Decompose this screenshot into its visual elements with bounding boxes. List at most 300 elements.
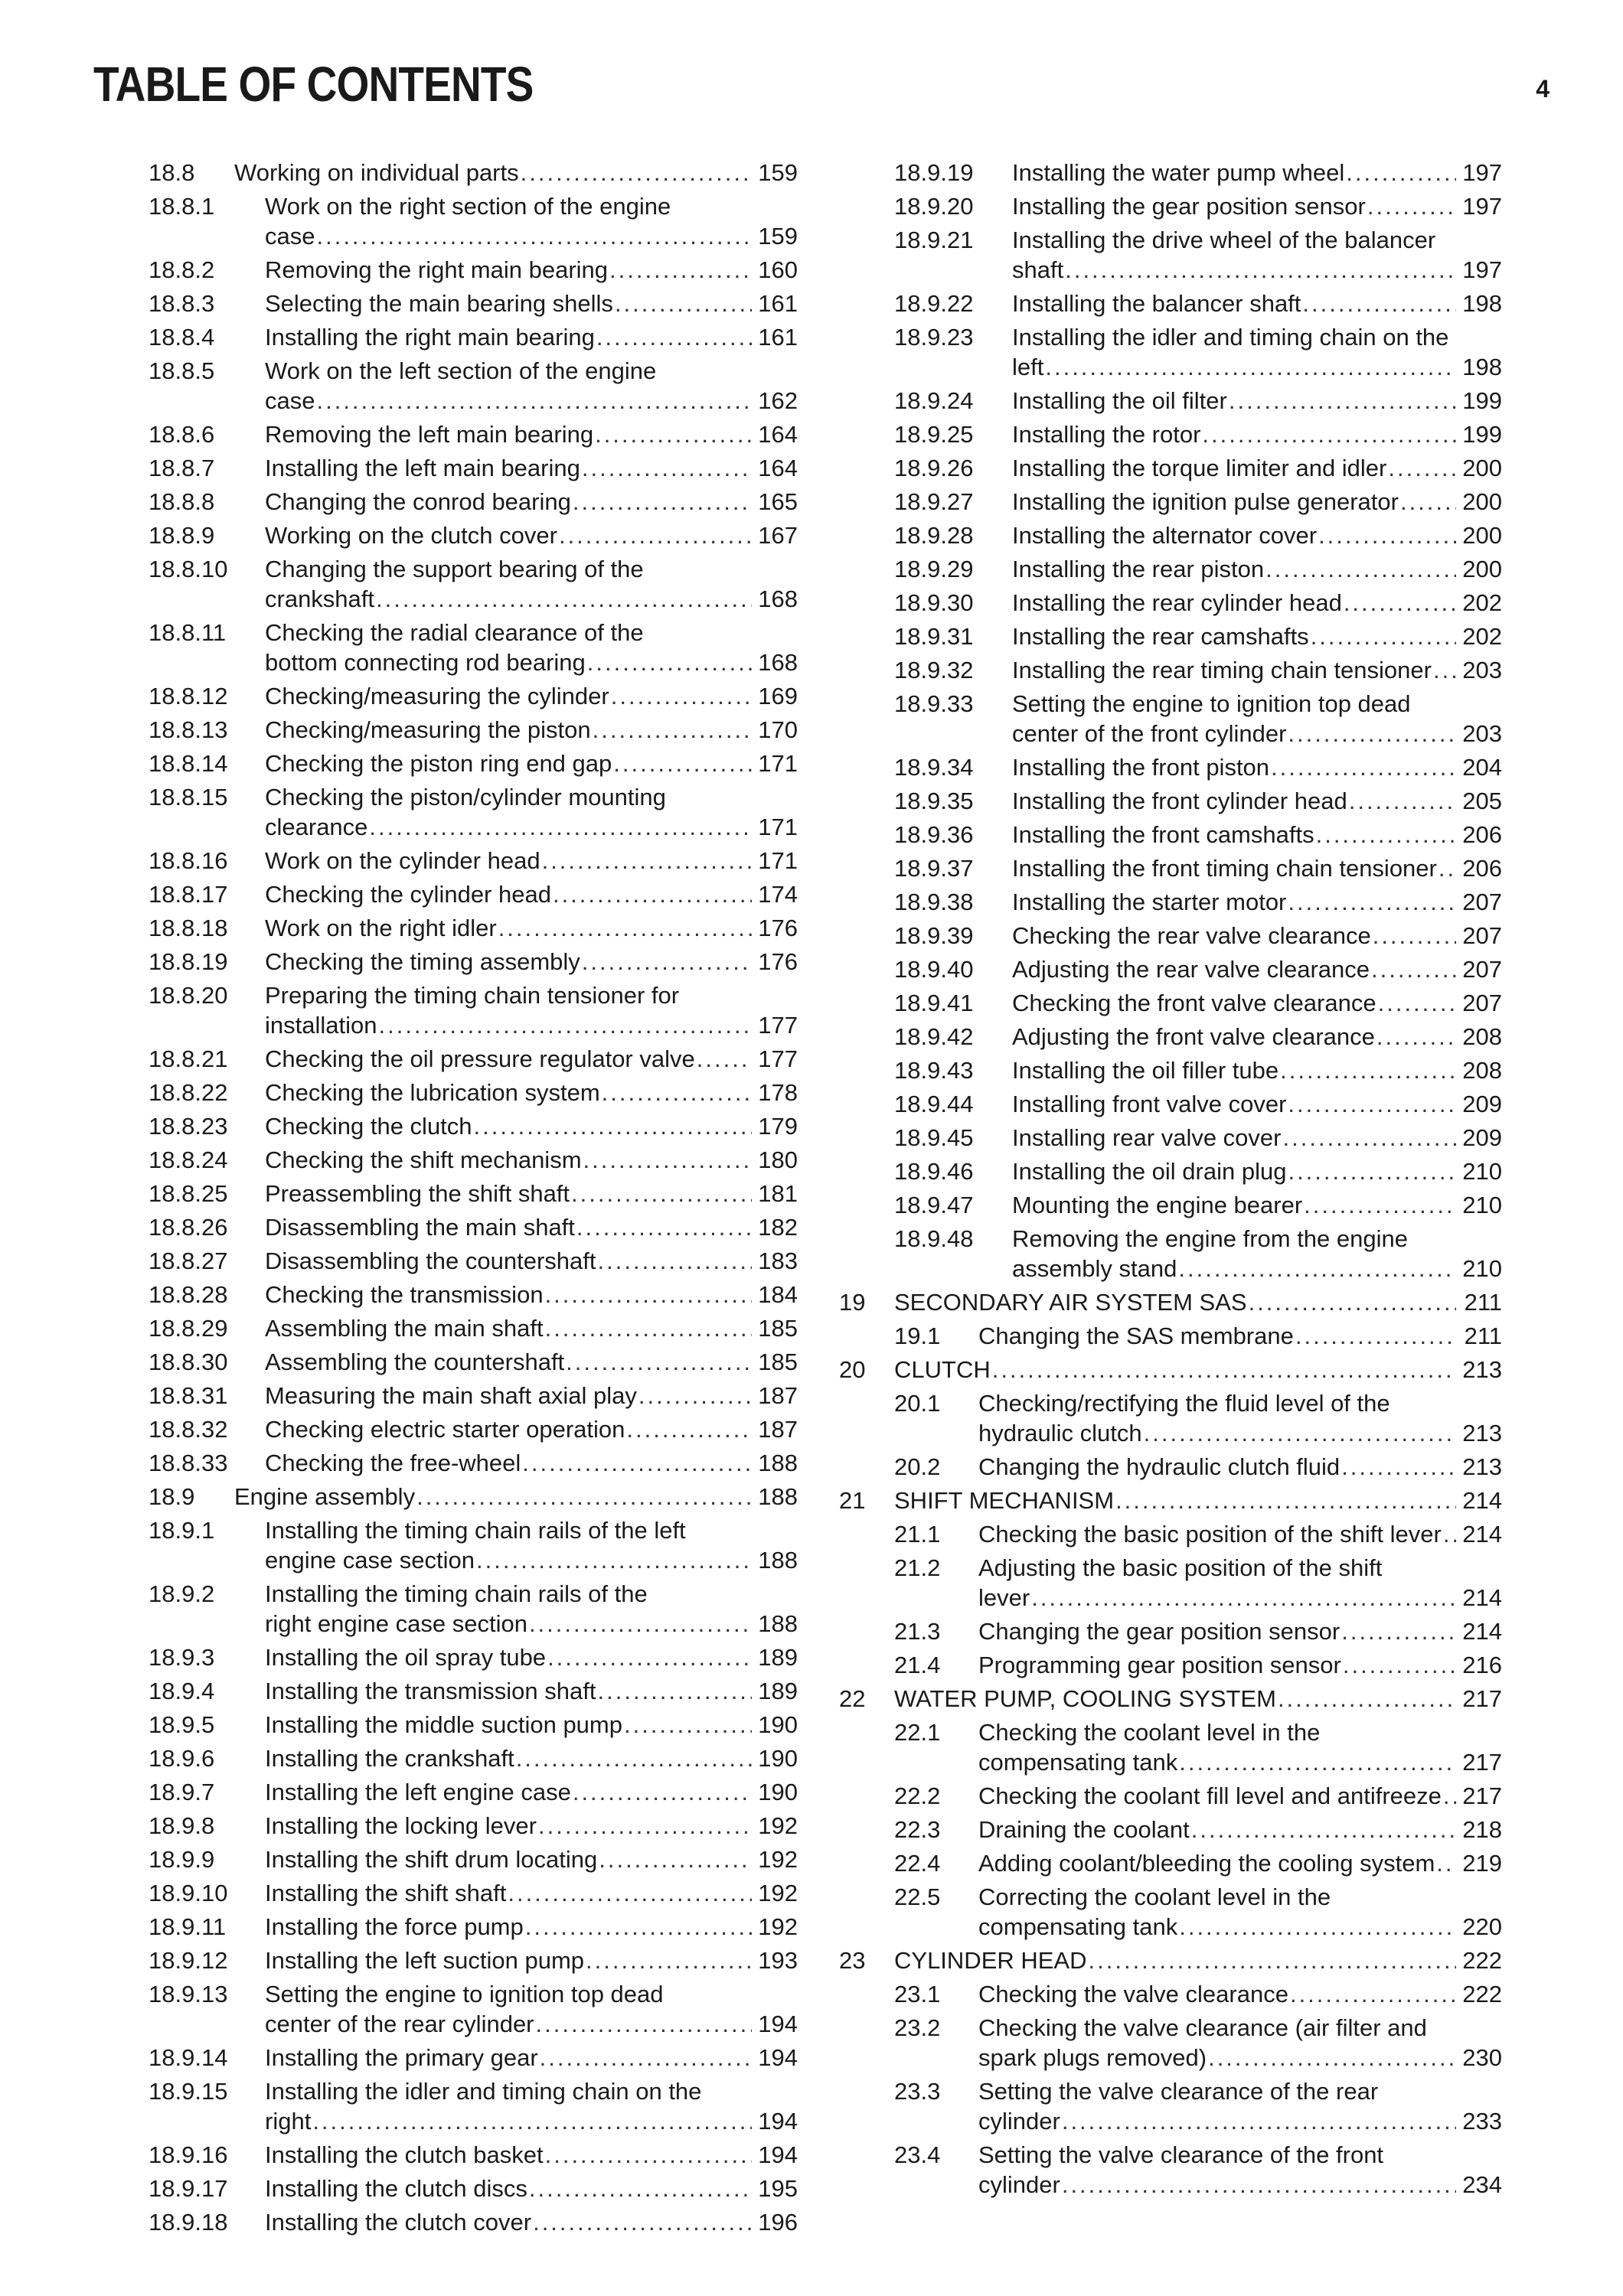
dot-leader [1443,1781,1456,1811]
toc-entry-page: 185 [758,1315,798,1342]
toc-entry-title: Removing the left main bearing [265,421,594,448]
toc-entry-title: Installing the middle suction pump [265,1711,622,1738]
toc-entry[interactable] [839,289,1502,318]
toc-entry[interactable] [149,1347,798,1377]
dot-leader [593,715,752,745]
toc-entry[interactable] [839,520,1502,550]
toc-entry-number: 18.8.28 [149,1281,228,1308]
toc-entry[interactable] [839,954,1502,984]
dot-leader [573,1777,752,1807]
toc-entry-number: 18.9.38 [894,889,974,915]
toc-entry-title: Correcting the coolant level in the [978,1883,1331,1910]
toc-entry-title: Installing the shift drum locating [265,1846,598,1873]
dot-leader [1288,719,1456,748]
dot-leader [508,1878,752,1908]
toc-entry-title: Installing the front timing chain tensioner [1012,855,1437,882]
dot-leader [316,386,752,416]
toc-entry[interactable] [839,225,1502,285]
toc-entry-number: 18.9.8 [149,1812,215,1839]
toc-entry-page: 222 [1462,1981,1502,2007]
toc-entry[interactable] [149,1710,798,1740]
toc-entry-page: 159 [758,159,798,186]
toc-entry[interactable] [149,2140,798,2170]
toc-entry-title: Setting the engine to ignition top dead [265,1981,664,2007]
dot-leader [1229,386,1456,416]
toc-entry-number: 21.1 [894,1521,941,1548]
toc-entry[interactable] [839,921,1502,951]
toc-entry-title: Adjusting the rear valve clearance [1012,956,1370,983]
toc-entry-page: 187 [758,1416,798,1443]
dot-leader [1144,1418,1456,1448]
toc-entry-title: Assembling the main shaft [265,1315,544,1342]
toc-entry-page: 208 [1462,1023,1502,1050]
toc-entry[interactable] [839,655,1502,685]
toc-entry[interactable] [839,621,1502,651]
toc-entry[interactable] [149,289,798,318]
toc-entry[interactable] [839,1022,1502,1052]
toc-entry[interactable] [839,1224,1502,1283]
toc-entry-number: 18.8.20 [149,982,228,1009]
toc-entry-number: 18.8.2 [149,256,215,283]
toc-entry-title: Engine assembly [234,1483,416,1510]
dot-leader [582,947,752,977]
toc-entry-page: 184 [758,1281,798,1308]
toc-entry[interactable] [149,255,798,285]
dot-leader [1265,554,1456,584]
toc-entry[interactable] [149,1811,798,1841]
toc-entry-page: 196 [758,2209,798,2236]
toc-entry-title: CYLINDER HEAD [894,1947,1087,1974]
toc-entry-number: 23.1 [894,1981,941,2007]
toc-entry-title: Installing the starter motor [1012,889,1287,915]
dot-leader [596,322,752,352]
toc-entry[interactable] [839,1519,1502,1549]
toc-entry-title: Checking the coolant level in the [978,1719,1321,1746]
toc-entry-title: Installing the water pump wheel [1012,159,1345,186]
toc-entry-page: 230 [1462,2044,1502,2071]
toc-entry[interactable] [149,1945,798,1975]
toc-entry-title: SHIFT MECHANISM [894,1487,1115,1514]
toc-entry[interactable] [149,618,798,677]
toc-entry-number: 20 [839,1356,866,1383]
toc-entry-title: installation [265,1012,377,1039]
dot-leader [1341,1616,1456,1646]
toc-entry-number: 22.5 [894,1883,941,1910]
toc-entry[interactable] [149,980,798,1040]
toc-entry[interactable] [839,1650,1502,1680]
toc-entry-title: Preparing the timing chain tensioner for [265,982,680,1009]
toc-entry-title: Removing the right main bearing [265,256,609,283]
dot-leader [1344,588,1456,618]
toc-entry[interactable] [149,158,798,188]
toc-entry-page: 219 [1462,1850,1502,1877]
toc-entry-number: 18.9.32 [894,657,974,683]
toc-entry[interactable] [839,2013,1502,2073]
toc-entry-title: Checking the timing assembly [265,948,580,975]
toc-entry[interactable] [839,1156,1502,1186]
dot-leader [602,1078,752,1107]
toc-entry-page: 188 [758,1610,798,1637]
toc-entry[interactable] [149,191,798,251]
toc-entry-title: Changing the hydraulic clutch fluid [978,1453,1341,1480]
toc-entry-number: 18.9.43 [894,1057,974,1084]
toc-entry-page: 194 [758,2044,798,2071]
toc-entry-page: 213 [1462,1356,1502,1383]
dot-leader [1045,352,1456,382]
dot-leader [697,1044,752,1074]
dot-leader [521,158,752,188]
toc-entry-title: Checking the oil pressure regulator valve [265,1045,695,1072]
toc-entry[interactable] [149,1414,798,1444]
toc-entry[interactable] [839,786,1502,816]
toc-entry-title: Preassembling the shift shaft [265,1180,570,1207]
toc-entry-page: 202 [1462,623,1502,650]
toc-entry[interactable] [839,1882,1502,1942]
toc-entry[interactable] [839,158,1502,188]
toc-entry[interactable] [149,846,798,876]
toc-entry-page: 171 [758,847,798,874]
toc-entry-number: 18.9.7 [149,1779,215,1805]
dot-leader [583,1145,752,1175]
toc-entry-number: 18.9.25 [894,421,974,448]
toc-entry[interactable] [839,689,1502,748]
toc-entry-title: Programming gear position sensor [978,1652,1341,1678]
toc-entry-page: 216 [1462,1652,1502,1678]
toc-entry-number: 18.9.34 [894,754,974,781]
toc-entry[interactable] [149,1448,798,1478]
toc-entry-page: 192 [758,1846,798,1873]
toc-entry-page: 192 [758,1880,798,1906]
toc-entry-page: 217 [1462,1782,1502,1809]
dot-leader [533,2207,752,2237]
dot-leader [538,1811,752,1841]
toc-entry-title: Setting the valve clearance of the front [978,2141,1384,2168]
toc-entry[interactable] [149,947,798,977]
toc-entry[interactable] [839,554,1502,584]
toc-entry[interactable] [149,322,798,352]
toc-entry-page: 207 [1462,990,1502,1016]
toc-entry[interactable] [839,752,1502,782]
dot-leader [611,681,752,711]
toc-entry-title: Checking the rear valve clearance [1012,922,1371,949]
toc-entry-number: 18.9.16 [149,2141,228,2168]
toc-entry[interactable] [839,1089,1502,1119]
toc-entry-page: 179 [758,1113,798,1140]
toc-entry[interactable] [839,322,1502,382]
toc-entry-title: Installing the timing chain rails of the left [265,1517,686,1544]
toc-entry-page: 198 [1462,354,1502,380]
toc-entry-number: 18.8.31 [149,1382,228,1409]
toc-entry-page: 208 [1462,1057,1502,1084]
toc-entry[interactable] [149,681,798,711]
toc-entry-title: Checking the transmission [265,1281,544,1308]
toc-entry[interactable] [149,1878,798,1908]
toc-entry-page: 234 [1462,2171,1502,2198]
dot-leader [587,647,752,677]
toc-entry[interactable] [149,419,798,449]
toc-entry-page: 210 [1462,1255,1502,1282]
toc-entry-title: Installing the crankshaft [265,1745,514,1772]
page-number: 4 [1536,75,1550,103]
toc-entry-title: Checking the clutch [265,1113,472,1140]
toc-entry-page: 210 [1462,1192,1502,1218]
toc-entry-number: 18.9.45 [894,1124,974,1151]
toc-entry-number: 18.9.27 [894,488,974,515]
toc-entry[interactable] [149,1642,798,1672]
toc-entry[interactable] [149,520,798,550]
toc-entry[interactable] [149,1313,798,1343]
toc-entry[interactable] [839,2140,1502,2200]
toc-entry[interactable] [839,820,1502,850]
dot-leader [1343,1650,1456,1680]
dot-leader [378,1010,752,1040]
toc-entry-title: Working on individual parts [234,159,519,186]
toc-entry[interactable] [149,1381,798,1411]
toc-entry[interactable] [839,487,1502,517]
dot-leader [312,2106,752,2136]
toc-entry-title: Installing the rear piston [1012,556,1265,582]
dot-leader [553,879,752,909]
toc-entry[interactable] [149,1145,798,1175]
toc-entry[interactable] [839,1452,1502,1482]
toc-entry-page: 180 [758,1146,798,1173]
toc-entry-page: 217 [1462,1685,1502,1712]
toc-entry[interactable] [839,1815,1502,1844]
toc-entry-page: 207 [1462,956,1502,983]
toc-entry-number: 18.9.42 [894,1023,974,1050]
dot-leader [1373,921,1456,951]
toc-entry-page: 217 [1462,1749,1502,1776]
toc-entry-page: 211 [1464,1322,1502,1349]
toc-entry[interactable] [149,1111,798,1141]
toc-entry-title: Work on the right idler [265,915,497,941]
toc-entry-title: Checking the basic position of the shift lever [978,1521,1442,1548]
toc-entry-title: cylinder [978,2108,1060,2135]
toc-entry-title: engine case section [265,1547,475,1574]
toc-entry-page: 211 [1464,1289,1502,1316]
toc-entry-page: 200 [1462,522,1502,549]
dot-leader [1202,419,1456,449]
toc-entry-page: 214 [1462,1584,1502,1611]
toc-entry-page: 200 [1462,455,1502,481]
toc-entry[interactable] [149,1179,798,1208]
toc-entry[interactable] [839,1979,1502,2009]
toc-entry[interactable] [149,1912,798,1942]
toc-entry-title: Checking the valve clearance [978,1981,1288,2007]
toc-entry-page: 198 [1462,290,1502,317]
toc-entry-title: Installing the oil filler tube [1012,1057,1279,1084]
toc-entry-title: center of the rear cylinder [265,2011,534,2037]
toc-entry[interactable] [149,879,798,909]
toc-entry-title: assembly stand [1012,1255,1177,1282]
toc-entry[interactable] [839,386,1502,416]
toc-entry[interactable] [149,1777,798,1807]
toc-entry-number: 18.9.21 [894,227,974,253]
toc-entry-number: 18.8.13 [149,716,228,743]
toc-entry-number: 18.9.2 [149,1580,215,1607]
toc-entry[interactable] [149,1743,798,1773]
toc-entry[interactable] [149,356,798,416]
toc-entry-number: 18.8.24 [149,1146,228,1173]
toc-entry-number: 18.9.14 [149,2044,228,2071]
dot-leader [1438,853,1456,883]
toc-entry[interactable] [839,191,1502,221]
toc-entry[interactable] [149,2043,798,2073]
toc-entry-number: 18.9.17 [149,2175,228,2202]
dot-leader [1031,1583,1456,1613]
toc-entry-title: Installing the clutch cover [265,2209,532,2236]
dot-leader [598,1676,753,1706]
toc-entry-number: 18.9.23 [894,324,974,351]
toc-entry-number: 18.9.12 [149,1947,228,1974]
toc-entry[interactable] [839,1123,1502,1153]
toc-entry[interactable] [839,419,1502,449]
toc-entry[interactable] [839,1287,1502,1317]
dot-leader [638,1381,752,1411]
toc-entry-page: 197 [1462,256,1502,283]
toc-entry-title: Installing the left engine case [265,1779,571,1805]
toc-entry-number: 19 [839,1289,866,1316]
toc-entry[interactable] [149,2207,798,2237]
toc-entry[interactable] [149,1482,798,1512]
toc-entry[interactable] [149,1212,798,1242]
dot-leader [1062,2106,1456,2136]
toc-entry-title: Checking the cylinder head [265,881,551,908]
toc-entry[interactable] [149,1515,798,1575]
toc-entry[interactable] [839,2076,1502,2136]
toc-entry[interactable] [839,1486,1502,1515]
toc-entry[interactable] [839,1781,1502,1811]
toc-entry[interactable] [149,1844,798,1874]
toc-entry[interactable] [149,2076,798,2136]
dot-leader [599,1844,752,1874]
dot-leader [1115,1486,1456,1515]
toc-entry-page: 188 [758,1450,798,1476]
toc-entry[interactable] [839,1553,1502,1613]
toc-entry-number: 18.9.19 [894,159,974,186]
toc-entry[interactable] [149,1044,798,1074]
toc-entry-number: 18.9.28 [894,522,974,549]
toc-entry-page: 187 [758,1382,798,1409]
toc-entry-title: Changing the SAS membrane [978,1322,1294,1349]
toc-entry[interactable] [149,1280,798,1309]
toc-entry-number: 18.8.8 [149,488,215,515]
toc-entry[interactable] [149,453,798,483]
toc-entry[interactable] [839,1321,1502,1351]
toc-entry[interactable] [149,1078,798,1107]
toc-entry-number: 23.2 [894,2014,941,2041]
toc-entry[interactable] [149,1579,798,1639]
toc-entry[interactable] [149,487,798,517]
dot-leader [516,1743,752,1773]
toc-entry[interactable] [839,853,1502,883]
toc-entry-title: Installing the ignition pulse generator [1012,488,1399,515]
toc-entry-number: 18.8.32 [149,1416,228,1443]
toc-entry-page: 214 [1462,1618,1502,1645]
toc-entry[interactable] [149,748,798,778]
toc-entry-title: Checking the valve clearance (air filter and [978,2014,1427,2041]
toc-entry[interactable] [149,554,798,614]
toc-entry[interactable] [149,715,798,745]
toc-entry-title: Installing the front piston [1012,754,1270,781]
toc-entry[interactable] [839,988,1502,1018]
dot-leader [416,1482,752,1512]
dot-leader [1367,191,1456,221]
toc-entry-page: 207 [1462,922,1502,949]
dot-leader [1388,453,1456,483]
toc-entry[interactable] [149,1676,798,1706]
toc-entry-title: Installing the rear cylinder head [1012,589,1342,616]
toc-entry-number: 18.9.3 [149,1644,215,1671]
dot-leader [613,748,752,778]
toc-entry[interactable] [149,782,798,842]
toc-entry[interactable] [149,1246,798,1276]
toc-entry[interactable] [839,1190,1502,1220]
toc-entry-number: 22.3 [894,1816,941,1843]
dot-leader [522,1448,752,1478]
dot-leader [1191,1815,1456,1844]
toc-entry[interactable] [839,1055,1502,1085]
toc-entry-title: Installing the left main bearing [265,455,580,481]
toc-entry-title: case [265,223,315,249]
toc-entry-title: bottom connecting rod bearing [265,649,586,676]
toc-entry-number: 23.4 [894,2141,941,2168]
toc-entry[interactable] [839,1945,1502,1975]
dot-leader [1179,1747,1456,1777]
toc-entry[interactable] [839,1388,1502,1448]
toc-entry[interactable] [839,453,1502,483]
dot-leader [1302,289,1456,318]
toc-entry-page: 176 [758,948,798,975]
toc-entry-number: 18.9.48 [894,1225,974,1252]
toc-entry-page: 220 [1462,1913,1502,1940]
toc-entry[interactable] [839,588,1502,618]
toc-entry-number: 18.8.21 [149,1045,228,1072]
toc-entry-page: 197 [1462,159,1502,186]
toc-entry-page: 188 [758,1483,798,1510]
toc-entry-title: Checking the lubrication system [265,1079,600,1106]
toc-entry[interactable] [839,1848,1502,1878]
toc-entry[interactable] [839,1717,1502,1777]
toc-entry[interactable] [149,1979,798,2039]
toc-entry-number: 18.8.16 [149,847,228,874]
toc-entry[interactable] [839,887,1502,917]
page-title: TABLE OF CONTENTS [93,57,534,112]
toc-entry-number: 18.8.1 [149,193,215,220]
toc-entry[interactable] [839,1684,1502,1714]
toc-entry-number: 18.8.29 [149,1315,228,1342]
toc-entry-page: 176 [758,915,798,941]
toc-entry-number: 18.9.36 [894,821,974,848]
toc-entry-number: 18.8.14 [149,750,228,777]
dot-leader [571,1179,752,1208]
toc-entry-number: 18.9.29 [894,556,974,582]
toc-entry-title: center of the front cylinder [1012,720,1287,747]
toc-entry-number: 18.9.31 [894,623,974,650]
toc-entry[interactable] [149,2174,798,2203]
toc-entry-number: 18.9.46 [894,1158,974,1185]
toc-entry-number: 18.9.35 [894,788,974,814]
toc-entry-title: Installing the rear camshafts [1012,623,1309,650]
toc-entry-page: 206 [1462,821,1502,848]
toc-entry-page: 161 [758,324,798,351]
toc-entry[interactable] [839,1616,1502,1646]
dot-leader [498,913,752,943]
dot-leader [992,1355,1456,1384]
toc-entry[interactable] [149,913,798,943]
toc-entry[interactable] [839,1355,1502,1384]
toc-entry-page: 190 [758,1779,798,1805]
